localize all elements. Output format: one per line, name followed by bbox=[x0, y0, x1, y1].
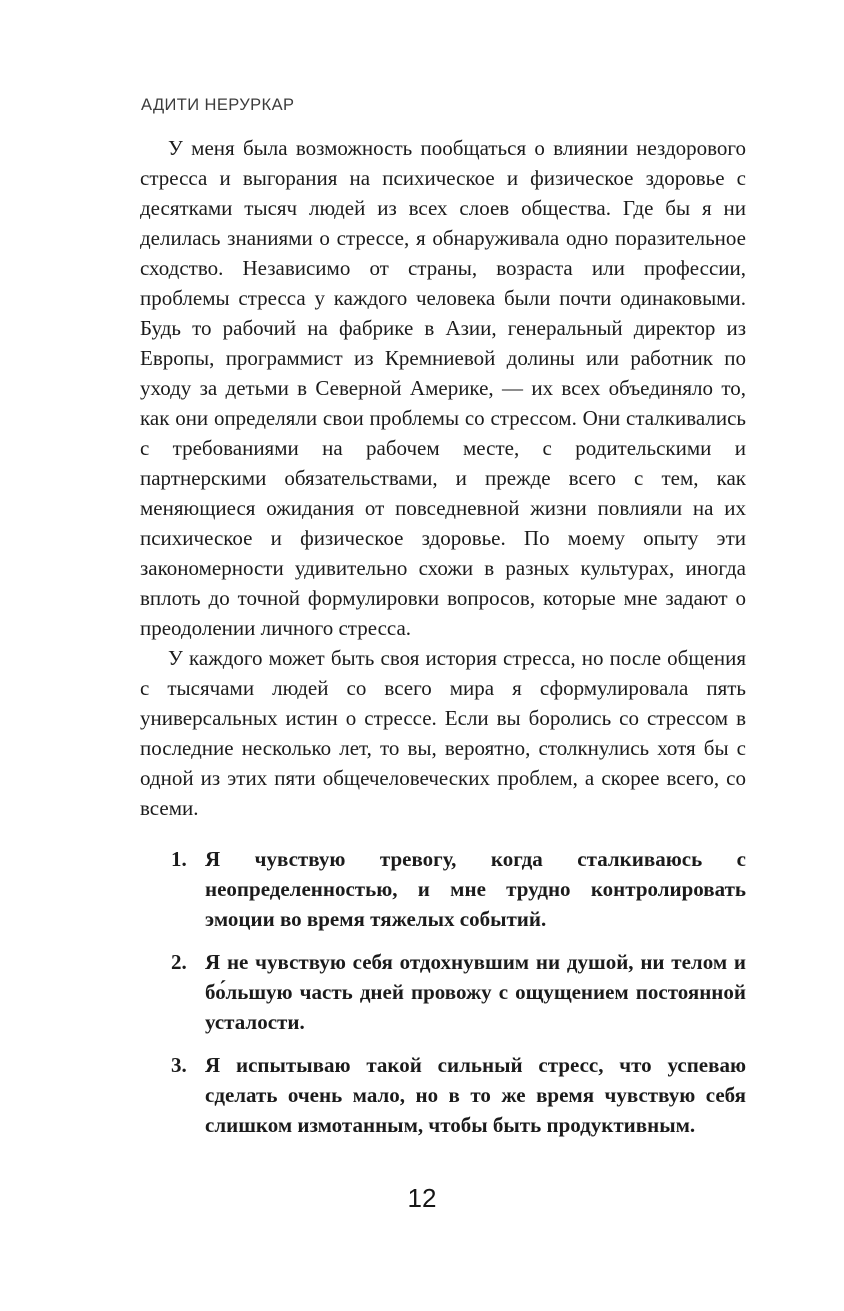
list-item-number: 1. bbox=[171, 847, 187, 871]
list-item-text: Я чувствую тревогу, когда сталкиваюсь с неопределенностью, и мне трудно контролировать эмоции во время тяжелых событий. bbox=[205, 847, 746, 931]
list-item-number: 2. bbox=[171, 950, 187, 974]
running-header: АДИТИ НЕРУРКАР bbox=[141, 96, 295, 114]
body-text-block bbox=[140, 133, 746, 1140]
list-item bbox=[140, 844, 746, 934]
page-number: 12 bbox=[407, 1183, 437, 1213]
list-item-text: Я испытываю такой сильный стресс, что успеваю сделать очень мало, но в то же время чувствую себя слишком измотанным, чтобы быть продуктивным. bbox=[205, 1053, 746, 1137]
list-item-number: 3. bbox=[171, 1053, 187, 1077]
numbered-list bbox=[140, 844, 746, 1140]
paragraph: У каждого может быть своя история стресса, но после общения с тысячами людей со всего мира я сформулировала пять универсальных истин о стрессе. Если вы боролись со стрессом в последние несколько лет, то вы, вероятно, столкнулись хотя бы с одной из этих пяти общечеловеческих проблем, а скорее всего, со всеми. bbox=[140, 646, 746, 820]
paragraph: У меня была возможность пообщаться о влиянии нездорового стресса и выгорания на психическое и физическое здоровье с десятками тысяч людей из всех слоев общества. Где бы я ни делилась знаниями о стрессе, я обнаруживала одно поразительное сходство. Независимо от страны, возраста или профессии, проблемы стресса у каждого человека были почти одинаковыми. Будь то рабочий на фабрике в Азии, генеральный директор из Европы, программист из Кремниевой долины или работник по уходу за детьми в Северной Америке, — их всех объединяло то, как они определяли свои проблемы со стрессом. Они сталкивались с требованиями на рабочем месте, с родительскими и партнерскими обязательствами, и прежде всего с тем, как меняющиеся ожидания от повседневной жизни повлияли на их психическое и физическое здоровье. По моему опыту эти закономерности удивительно схожи в разных культурах, иногда вплоть до точной формулировки вопросов, которые мне задают о преодолении личного стресса. bbox=[140, 136, 746, 640]
list-item bbox=[140, 1050, 746, 1140]
list-item-text: Я не чувствую себя отдохнувшим ни душой, ни телом и бо́льшую часть дней провожу с ощущением постоянной усталости. bbox=[205, 950, 746, 1034]
list-item bbox=[140, 947, 746, 1037]
